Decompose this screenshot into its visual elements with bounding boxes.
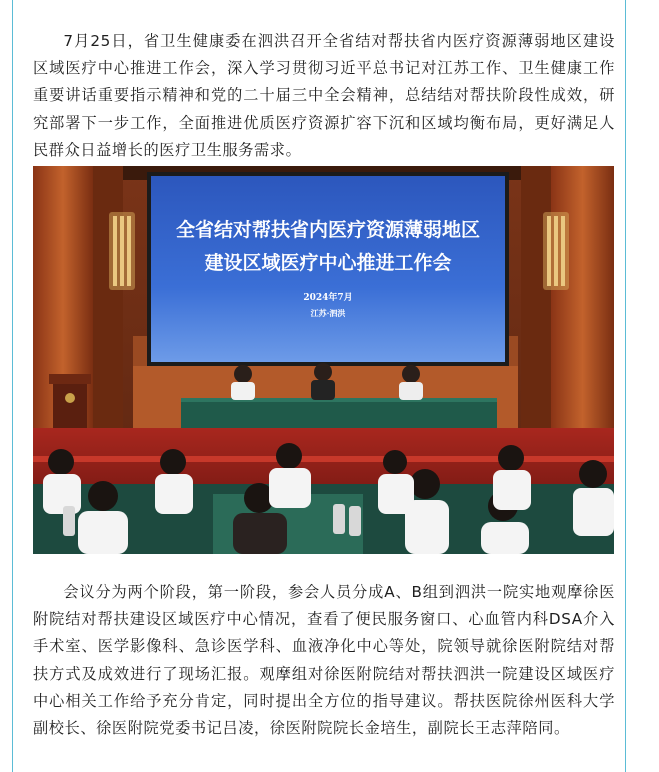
article-paragraph-intro: 7月25日，省卫生健康委在泗洪召开全省结对帮扶省内医疗资源薄弱地区建设区域医疗中心推进工作会，深入学习贯彻习近平总书记对江苏工作、卫生健康工作重要讲话重要指示精神和党的二十届三中全会精神，总结结对帮扶阶段性成效，研究部署下一步工作，全面推进优质医疗资源扩容下沉和区域均衡布局，更好满足人民群众日益增长的医疗卫生服务需求。 <box>33 32 615 159</box>
screen-title-line2: 建设区域医疗中心推进工作会 <box>204 252 452 274</box>
screen-date: 2024年7月 <box>303 293 353 303</box>
screen-title-line1: 全省结对帮扶省内医疗资源薄弱地区 <box>175 219 481 241</box>
article-paragraph-stage-one: 会议分为两个阶段，第一阶段，参会人员分成A、B组到泗洪一院实地观摩徐医附院结对帮扶建设区域医疗中心情况，查看了便民服务窗口、心血管内科DSA介入手术室、医学影像科、急诊医学科、血液净化中心等处，院领导就徐医附院结对帮扶方式及成效进行了现场汇报。观摩组对徐医附院结对帮扶泗洪一院建设区域医疗中心相关工作给予充分肯定，同时提出全方位的指导建议。帮扶医院徐州医科大学副校长、徐医附院党委书记吕凌，徐医附院院长金培生，副院长王志萍陪同。 <box>33 583 615 738</box>
screen-place: 江苏·泗洪 <box>310 308 346 318</box>
meeting-photo <box>33 166 614 554</box>
